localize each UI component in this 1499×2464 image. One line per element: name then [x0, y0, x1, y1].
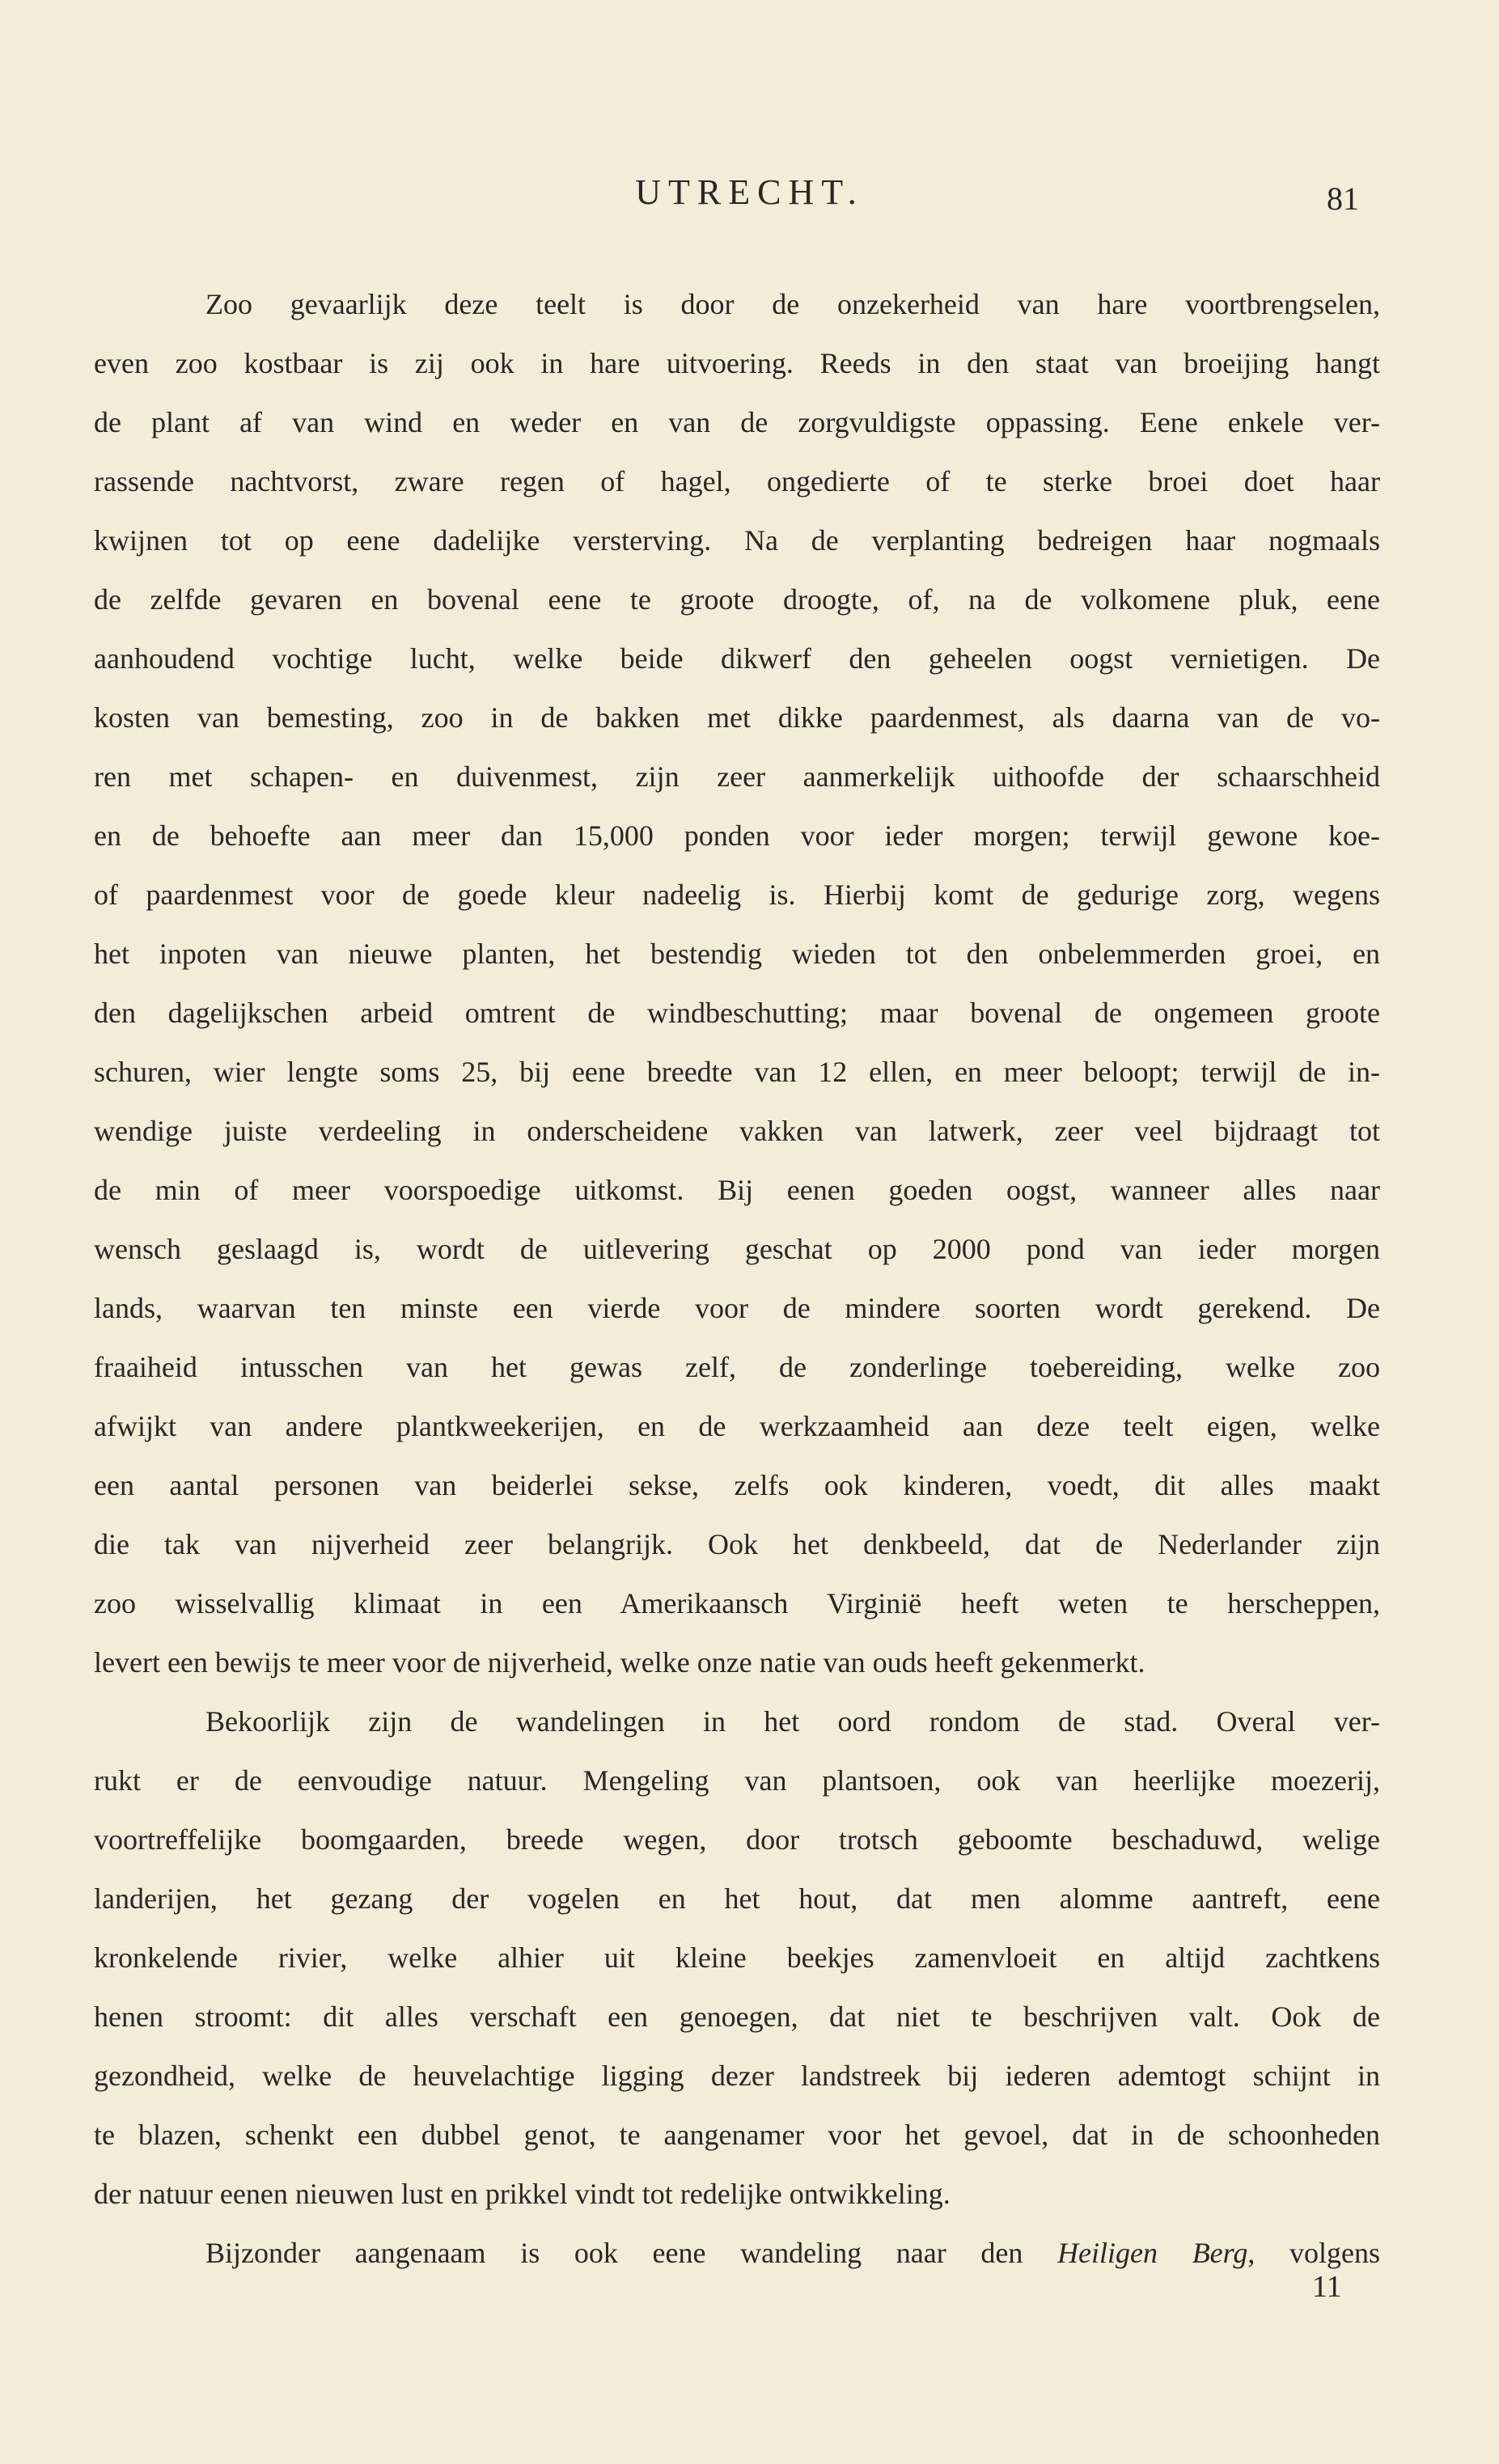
text-line: kronkelende rivier, welke alhier uit kleine beekjes zamenvloeit en altijd zachtkens — [94, 1941, 1380, 1974]
text-line: even zoo kostbaar is zij ook in hare uitvoering. Reeds in den staat van broeijing hangt — [94, 347, 1380, 379]
text-line: landerijen, het gezang der vogelen en het hout, dat men alomme aantreft, eene — [94, 1882, 1380, 1915]
text-line: wendige juiste verdeeling in onderscheidene vakken van latwerk, zeer veel bijdraagt tot — [94, 1115, 1380, 1147]
signature-mark: 11 — [1312, 2270, 1342, 2304]
body-text — [94, 275, 1380, 2283]
text-line: schuren, wier lengte soms 25, bij eene breedte van 12 ellen, en meer beloopt; terwijl de in- — [94, 1056, 1380, 1088]
text-line: te blazen, schenkt een dubbel genot, te aangenamer voor het gevoel, dat in de schoonheden — [94, 2119, 1380, 2151]
place-name: Heiligen Berg — [1057, 2237, 1248, 2269]
text-line: ren met schapen- en duivenmest, zijn zeer aanmerkelijk uithoofde der schaarschheid — [94, 760, 1380, 793]
text-line: wensch geslaagd is, wordt de uitlevering geschat op 2000 pond van ieder morgen — [94, 1233, 1380, 1265]
text-line: en de behoefte aan meer dan 15,000 ponden voor ieder morgen; terwijl gewone koe- — [94, 819, 1380, 852]
text-line: voortreffelijke boomgaarden, breede wegen, door trotsch geboomte beschaduwd, welige — [94, 1823, 1380, 1856]
text-line: de min of meer voorspoedige uitkomst. Bij eenen goeden oogst, wanneer alles naar — [94, 1174, 1380, 1206]
text-line: rukt er de eenvoudige natuur. Mengeling van plantsoen, ook van heerlijke moezerij, — [94, 1764, 1380, 1797]
text-line: den dagelijkschen arbeid omtrent de windbeschutting; maar bovenal de ongemeen groote — [94, 997, 1380, 1029]
text-fragment: Bijzonder aangenaam is ook eene wandeling naar den — [205, 2237, 1058, 2269]
text-line: zoo wisselvallig klimaat in een Amerikaansch Virginië heeft weten te herscheppen, — [94, 1587, 1380, 1619]
text-line — [94, 2224, 1380, 2283]
text-line: lands, waarvan ten minste een vierde voor de mindere soorten wordt gerekend. De — [94, 1292, 1380, 1324]
text-line: kosten van bemesting, zoo in de bakken met dikke paardenmest, als daarna van de vo- — [94, 701, 1380, 734]
text-line: henen stroomt: dit alles verschaft een genoegen, dat niet te beschrijven valt. Ook de — [94, 2000, 1380, 2033]
text-line: afwijkt van andere plantkweekerijen, en de werkzaamheid aan deze teelt eigen, welke — [94, 1410, 1380, 1442]
text-line: een aantal personen van beiderlei sekse, zelfs ook kinderen, voedt, dit alles maakt — [94, 1469, 1380, 1501]
text-line: der natuur eenen nieuwen lust en prikkel vindt tot redelijke ontwikkeling. — [94, 2178, 951, 2210]
text-fragment: , volgens — [1247, 2237, 1381, 2269]
text-line: kwijnen tot op eene dadelijke versterving. Na de verplanting bedreigen haar nogmaals — [94, 524, 1380, 557]
text-line: de zelfde gevaren en bovenal eene te groote droogte, of, na de volkomene pluk, eene — [94, 583, 1380, 616]
text-line: Zoo gevaarlijk deze teelt is door de onzekerheid van hare voortbrengselen, — [205, 288, 1380, 320]
text-line: levert een bewijs te meer voor de nijverheid, welke onze natie van ouds heeft gekenmerkt. — [94, 1646, 1145, 1679]
text-line: of paardenmest voor de goede kleur nadeelig is. Hierbij komt de gedurige zorg, wegens — [94, 878, 1380, 911]
text-line: rassende nachtvorst, zware regen of hagel, ongedierte of te sterke broei doet haar — [94, 465, 1380, 497]
text-line: gezondheid, welke de heuvelachtige ligging dezer landstreek bij iederen ademtogt schijnt in — [94, 2060, 1380, 2092]
text-line: het inpoten van nieuwe planten, het bestendig wieden tot den onbelemmerden groei, en — [94, 938, 1380, 970]
text-line: aanhoudend vochtige lucht, welke beide dikwerf den geheelen oogst vernietigen. De — [94, 642, 1380, 675]
text-line: die tak van nijverheid zeer belangrijk. Ook het denkbeeld, dat de Nederlander zijn — [94, 1528, 1380, 1560]
text-line: Bekoorlijk zijn de wandelingen in het oord rondom de stad. Overal ver- — [205, 1705, 1380, 1738]
running-head: UTRECHT. — [635, 172, 864, 212]
text-line: fraaiheid intusschen van het gewas zelf, de zonderlinge toebereiding, welke zoo — [94, 1351, 1380, 1383]
text-line: de plant af van wind en weder en van de zorgvuldigste oppassing. Eene enkele ver- — [94, 406, 1380, 438]
page-number: 81 — [1327, 180, 1359, 217]
